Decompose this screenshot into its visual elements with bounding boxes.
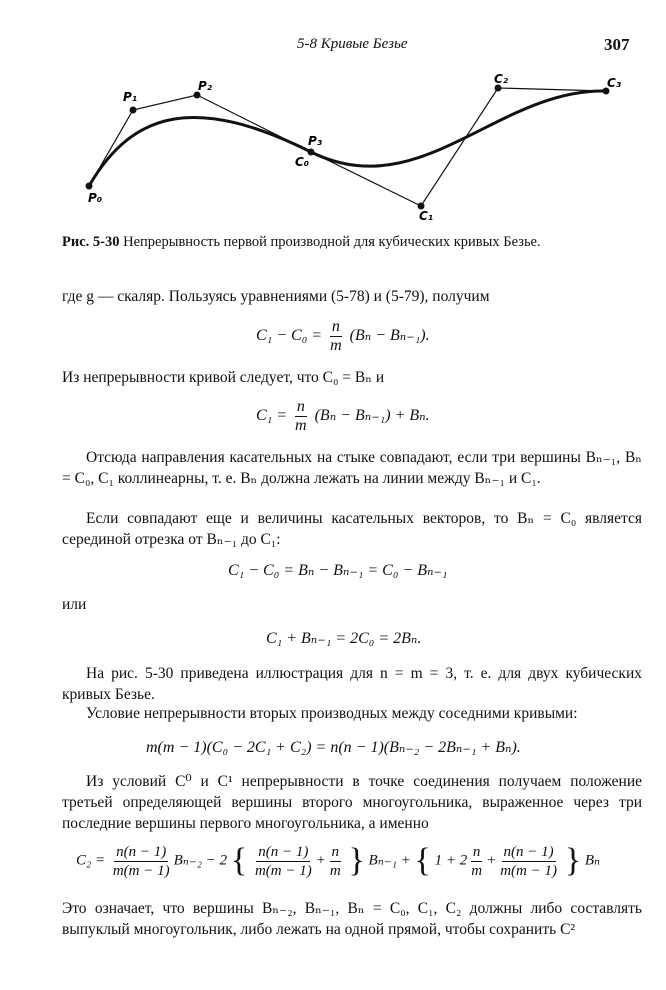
formula-6-frac-d-num: n: [472, 843, 481, 860]
label-c3: C₃: [607, 76, 622, 90]
formula-6-frac-a-num: n(n − 1): [116, 843, 167, 860]
formula-5: m(m − 1)(C₀ − 2C₁ + C₂) = n(n − 1)(Bₙ₋₂ − 2Bₙ₋₁ + Bₙ).: [146, 739, 521, 756]
section-title: Кривые Безье: [320, 36, 408, 52]
vertex-p1: [130, 107, 137, 114]
bezier-curve-2: [311, 91, 606, 166]
formula-6-frac-c-num: n: [331, 843, 340, 860]
label-c0: C₀: [295, 155, 310, 169]
label-p1: P₁: [123, 90, 138, 104]
formula-6-frac-b: [253, 843, 314, 880]
formula-3: C₁ − C₀ = Bₙ − Bₙ₋₁ = C₀ − Bₙ₋₁: [228, 562, 448, 579]
label-p0: P₀: [88, 191, 103, 205]
paragraph-or: или: [62, 596, 87, 613]
formula-6-frac-c-den: m: [329, 862, 341, 879]
paragraph-1: где g — скаляр. Пользуясь уравнениями (5-78) и (5-79), получим: [62, 288, 490, 305]
formula-6-one: 1 + 2: [434, 852, 468, 869]
formula-6-frac-a: [111, 843, 172, 880]
figure-label: Рис. 5-30: [62, 234, 120, 250]
formula-2: [256, 398, 430, 435]
bezier-figure: [70, 70, 660, 230]
formula-1-num: n: [331, 318, 340, 335]
label-p2: P₂: [198, 79, 213, 93]
label-c1: C₁: [419, 209, 434, 223]
formula-6-frac-c: [328, 843, 343, 880]
formula-1-left: C₁ − C₀ =: [256, 327, 323, 345]
formula-2-left: C₁ =: [256, 407, 288, 425]
vertex-p0: [86, 183, 93, 190]
brace-open-1: {: [230, 842, 248, 879]
label-c2: C₂: [494, 72, 509, 86]
figure-caption: [62, 234, 622, 251]
formula-6-lead: C₂ =: [76, 852, 106, 869]
section-number: 5-8: [297, 36, 317, 52]
control-polygon-1: [89, 95, 311, 186]
formula-6-frac-e-den: m(m − 1): [500, 862, 557, 879]
paragraph-3: Отсюда направления касательных на стыке совпадают, если три вершины Bₙ₋₁, Bₙ = C₀, C₁ коллинеарны, т. е. Bₙ должна лежать на линии между Bₙ₋₁ и C₁.: [62, 449, 642, 487]
paragraph-7: Условие непрерывности вторых производных между соседними кривыми:: [86, 705, 578, 722]
figure-caption-text: Непрерывность первой производной для кубических кривых Безье.: [123, 234, 541, 250]
formula-2-den: m: [295, 417, 307, 434]
formula-4: C₁ + Bₙ₋₁ = 2C₀ = 2Bₙ.: [266, 630, 422, 647]
formula-6-frac-b-den: m(m − 1): [254, 862, 312, 879]
paragraph-2: Из непрерывности кривой следует, что C₀ = Bₙ и: [62, 369, 385, 386]
paragraph-6: На рис. 5-30 приведена иллюстрация для n = m = 3, т. е. для двух кубических кривых Безье.: [62, 665, 642, 703]
formula-6-t2: Bₙ₋₁ +: [368, 852, 411, 869]
formula-1-fraction: [328, 318, 344, 355]
formula-6-frac-d: [469, 843, 484, 880]
formula-6-frac-b-num: n(n − 1): [258, 843, 309, 860]
paragraph-9: Это означает, что вершины Bₙ₋₂, Bₙ₋₁, Bₙ = C₀, C₁, C₂ должны либо составлять выпуклый многоугольник, либо лежать на одной прямой, чтобы сохранить C²: [62, 900, 642, 938]
paragraph-4: Если совпадают еще и величины касательных векторов, то Bₙ = C₀ является серединой отрезка от Bₙ₋₁ до C₁:: [62, 510, 642, 548]
brace-close-2: }: [564, 842, 582, 879]
formula-6-frac-d-den: m: [471, 862, 483, 879]
formula-6-frac-e: [498, 843, 559, 880]
formula-6-t1: Bₙ₋₂ − 2: [173, 852, 228, 869]
formula-6-t3: Bₙ: [584, 852, 601, 869]
formula-1: [256, 318, 430, 355]
formula-1-right: (Bₙ − Bₙ₋₁).: [349, 327, 430, 345]
brace-close-1: }: [348, 842, 365, 879]
formula-2-right: (Bₙ − Bₙ₋₁) + Bₙ.: [314, 407, 430, 425]
formula-2-fraction: [293, 398, 309, 435]
label-p3: P₃: [308, 134, 323, 148]
page-number: 307: [604, 35, 630, 54]
control-polygon-2: [311, 88, 606, 206]
formula-2-num: n: [296, 398, 305, 415]
running-header: [297, 36, 407, 53]
formula-6-frac-a-den: m(m − 1): [112, 862, 170, 879]
formula-6-frac-e-num: n(n − 1): [503, 843, 554, 860]
formula-6: C₂ = $\frac{n(n - 1)}{m(m - 1)}$ Bₙ₋₂ − 2 { $\frac{n(n - 1)}{m(m - 1)}$ + $\frac{n}{m}$ } Bₙ₋₁ + { 1 + 2 $\frac{n}{m}$ + $\frac{n(n - 1)}{m(m - 1)}$ } Bₙ: [76, 842, 601, 879]
formula-1-den: m: [330, 337, 342, 354]
paragraph-8: Из условий C⁰ и C¹ непрерывности в точке соединения получаем положение третьей определяющей вершины второго многоугольника, выраженное через три последние вершины первого многоугольника, а именно: [62, 773, 642, 832]
brace-open-2: {: [414, 842, 431, 879]
